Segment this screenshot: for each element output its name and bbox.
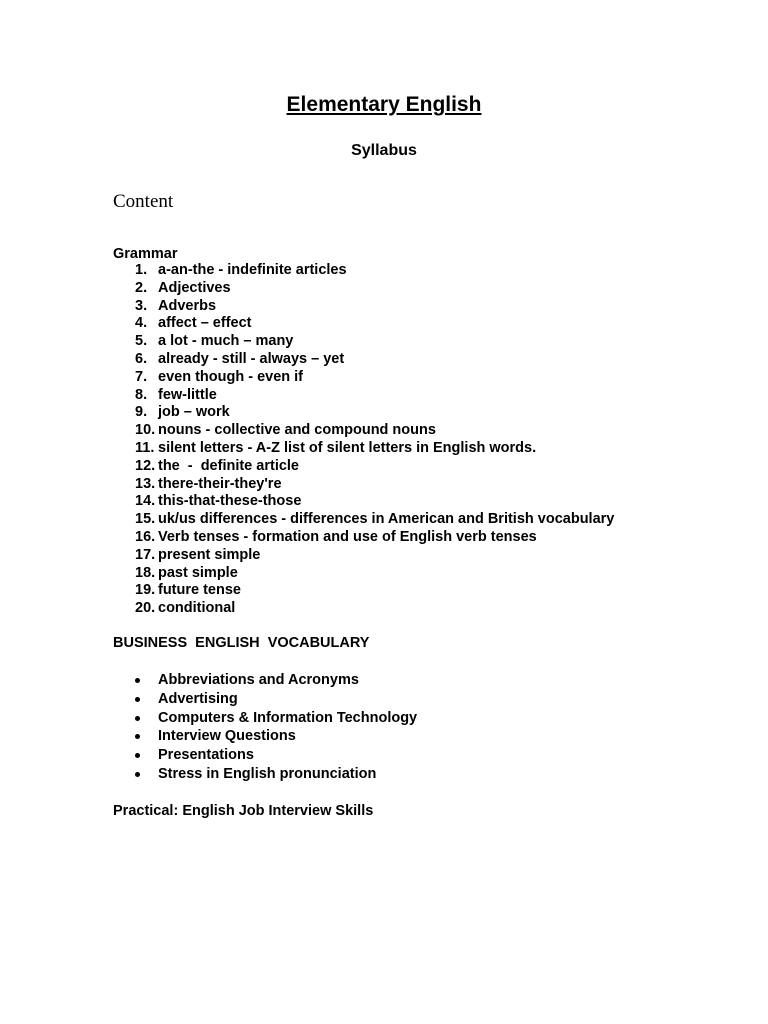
grammar-list-item [113,298,614,316]
item-text: conditional [158,600,236,617]
item-number: 9. [135,404,148,421]
item-text: Interview Questions [158,728,296,745]
item-text: Computers & Information Technology [158,709,418,726]
item-text: Adjectives [158,279,231,296]
item-text: even though - even if [158,368,304,385]
item-text: Abbreviations and Acronyms [158,672,359,688]
grammar-list-item [113,422,614,440]
bullet-icon [113,690,158,709]
item-number: 11. [135,439,155,456]
item-number: 7. [135,368,148,385]
item-number: 6. [135,350,148,367]
practical-line: Practical: English Job Interview Skills [113,803,374,819]
item-number: 13. [135,475,156,492]
item-text: there-their-they're [158,475,282,492]
item-text: Stress in English pronunciation [158,765,377,782]
grammar-list-item [113,529,614,547]
item-text: present simple [158,546,261,563]
grammar-list-item [113,440,614,458]
grammar-list-item [113,547,614,565]
item-text: affect – effect [158,315,252,332]
item-text: uk/us differences - differences in American and British vocabulary [158,511,615,528]
item-text: a lot - much – many [158,333,294,350]
item-text: nouns - collective and compound nouns [158,422,436,439]
item-number: 4. [135,315,148,332]
item-number: 12. [135,457,156,474]
item-number: 20. [135,600,156,617]
item-number: 10. [135,422,156,439]
business-list-item [113,709,417,728]
grammar-list-item [113,600,614,618]
item-number: 8. [135,386,148,403]
item-number: 15. [135,511,156,528]
item-text: Advertising [158,690,238,707]
business-vocabulary-heading: BUSINESS ENGLISH VOCABULARY [113,635,370,651]
grammar-list-item [113,333,614,351]
item-text: job – work [158,404,230,421]
grammar-list [113,262,614,618]
item-number: 19. [135,582,156,599]
item-number: 18. [135,564,156,581]
item-number: 3. [135,297,148,314]
item-text: this-that-these-those [158,493,302,510]
business-list-item [113,746,417,765]
item-text: silent letters - A-Z list of silent letters in English words. [158,439,537,456]
grammar-list-item [113,511,614,529]
document-title-text: Elementary English [286,93,482,116]
grammar-list-item [113,315,614,333]
document-subtitle: Syllabus [351,142,417,159]
document-title [0,92,768,118]
grammar-list-item [113,476,614,494]
grammar-list-item [113,565,614,583]
item-text: Adverbs [158,297,217,314]
business-list-item [113,671,417,690]
grammar-list-item [113,369,614,387]
business-list-item [113,765,417,784]
item-text: future tense [158,582,241,599]
item-number: 14. [135,493,156,510]
item-text: the - definite article [158,457,299,474]
bullet-icon [113,746,158,765]
item-text: already - still - always – yet [158,350,345,367]
item-text: a-an-the - indefinite articles [158,262,347,278]
content-heading: Content [113,191,174,212]
bullet-icon [113,727,158,746]
item-number: 5. [135,333,148,350]
grammar-list-item [113,582,614,600]
item-text: Presentations [158,747,254,764]
item-text: past simple [158,564,238,581]
grammar-list-item [113,387,614,405]
business-vocabulary-list [113,671,417,784]
item-text: few-little [158,386,217,403]
bullet-icon [113,671,158,690]
grammar-list-item [113,458,614,476]
business-list-item [113,690,417,709]
grammar-list-item [113,351,614,369]
item-number: 1. [135,262,148,278]
grammar-list-item [113,404,614,422]
item-number: 16. [135,528,156,545]
item-text: Verb tenses - formation and use of English verb tenses [158,528,537,545]
grammar-heading: Grammar [113,246,178,262]
grammar-list-item [113,262,614,280]
bullet-icon [113,765,158,784]
grammar-list-item [113,493,614,511]
grammar-list-item [113,280,614,298]
business-list-item [113,727,417,746]
bullet-icon [113,709,158,728]
item-number: 2. [135,279,148,296]
item-number: 17. [135,546,156,563]
